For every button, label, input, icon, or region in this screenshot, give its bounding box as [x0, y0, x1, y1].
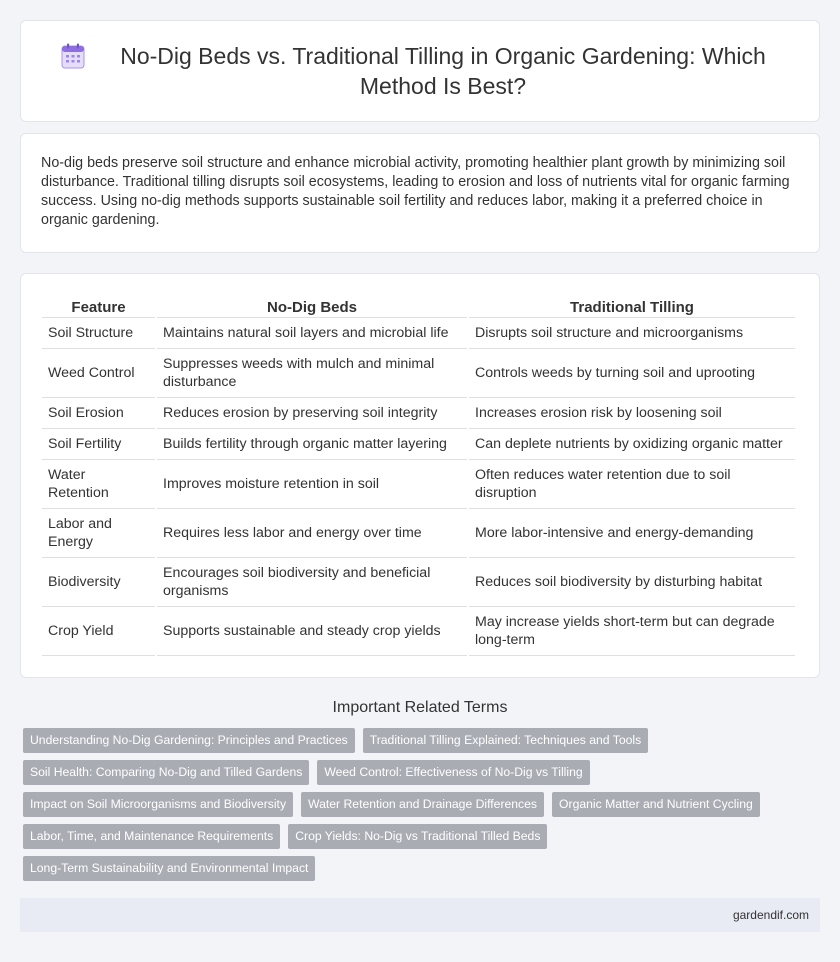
- title-wrap: [61, 41, 779, 101]
- table-header-row: [42, 296, 795, 318]
- row-feature: Biodiversity: [42, 558, 155, 607]
- related-tag[interactable]: Water Retention and Drainage Differences: [301, 792, 544, 817]
- table-row: [42, 318, 795, 349]
- related-tag[interactable]: Organic Matter and Nutrient Cycling: [552, 792, 760, 817]
- calendar-icon: [61, 43, 85, 69]
- related-tag[interactable]: Traditional Tilling Explained: Techniques and Tools: [363, 728, 648, 753]
- header-tilling: Traditional Tilling: [469, 296, 795, 318]
- intro-card: [20, 133, 820, 253]
- comparison-card: [20, 273, 820, 678]
- row-tilling: Often reduces water retention due to soil disruption: [469, 460, 795, 509]
- table-row: [42, 429, 795, 460]
- related-tag[interactable]: Weed Control: Effectiveness of No-Dig vs Tilling: [317, 760, 589, 785]
- table-row: [42, 509, 795, 558]
- footer: [20, 898, 820, 932]
- related-terms-section: [20, 698, 820, 888]
- row-no-dig: Suppresses weeds with mulch and minimal disturbance: [157, 349, 467, 398]
- row-no-dig: Requires less labor and energy over time: [157, 509, 467, 558]
- row-no-dig: Supports sustainable and steady crop yields: [157, 607, 467, 656]
- row-feature: Soil Erosion: [42, 398, 155, 429]
- row-tilling: Can deplete nutrients by oxidizing organic matter: [469, 429, 795, 460]
- table-row: [42, 460, 795, 509]
- row-tilling: May increase yields short-term but can degrade long-term: [469, 607, 795, 656]
- comparison-table: [40, 296, 797, 656]
- row-tilling: More labor-intensive and energy-demanding: [469, 509, 795, 558]
- table-row: [42, 558, 795, 607]
- page-title: No-Dig Beds vs. Traditional Tilling in Organic Gardening: Which Method Is Best?: [120, 43, 766, 99]
- row-feature: Weed Control: [42, 349, 155, 398]
- row-tilling: Increases erosion risk by loosening soil: [469, 398, 795, 429]
- row-feature: Soil Fertility: [42, 429, 155, 460]
- row-feature: Labor and Energy: [42, 509, 155, 558]
- table-row: [42, 349, 795, 398]
- row-no-dig: Reduces erosion by preserving soil integrity: [157, 398, 467, 429]
- row-feature: Crop Yield: [42, 607, 155, 656]
- header-no-dig: No-Dig Beds: [157, 296, 467, 318]
- footer-site-link[interactable]: gardendif.com: [732, 908, 809, 922]
- row-no-dig: Maintains natural soil layers and microbial life: [157, 318, 467, 349]
- related-tag[interactable]: Soil Health: Comparing No-Dig and Tilled Gardens: [23, 760, 309, 785]
- row-tilling: Controls weeds by turning soil and uprooting: [469, 349, 795, 398]
- related-tag[interactable]: Long-Term Sustainability and Environmental Impact: [23, 856, 315, 881]
- intro-paragraph: No-dig beds preserve soil structure and enhance microbial activity, promoting healthier plant growth by minimizing soil disturbance. Traditional tilling disrupts soil ecosystems, leading to erosion and loss of nutrients vital for organic farming success. Using no-dig methods supports sustainable soil fertility and reduces labor, making it a preferred choice in organic gardening.: [41, 155, 790, 228]
- related-terms-heading: Important Related Terms: [332, 699, 508, 716]
- related-tags: [20, 728, 820, 888]
- row-tilling: Reduces soil biodiversity by disturbing habitat: [469, 558, 795, 607]
- row-tilling: Disrupts soil structure and microorganisms: [469, 318, 795, 349]
- related-tag[interactable]: Impact on Soil Microorganisms and Biodiversity: [23, 792, 293, 817]
- row-no-dig: Builds fertility through organic matter layering: [157, 429, 467, 460]
- row-feature: Water Retention: [42, 460, 155, 509]
- row-no-dig: Encourages soil biodiversity and beneficial organisms: [157, 558, 467, 607]
- row-no-dig: Improves moisture retention in soil: [157, 460, 467, 509]
- related-tag[interactable]: Understanding No-Dig Gardening: Principles and Practices: [23, 728, 355, 753]
- related-tag[interactable]: Crop Yields: No-Dig vs Traditional Tilled Beds: [288, 824, 547, 849]
- table-row: [42, 607, 795, 656]
- row-feature: Soil Structure: [42, 318, 155, 349]
- table-row: [42, 398, 795, 429]
- title-card: [20, 20, 820, 122]
- related-tag[interactable]: Labor, Time, and Maintenance Requirements: [23, 824, 280, 849]
- header-feature: Feature: [42, 296, 155, 318]
